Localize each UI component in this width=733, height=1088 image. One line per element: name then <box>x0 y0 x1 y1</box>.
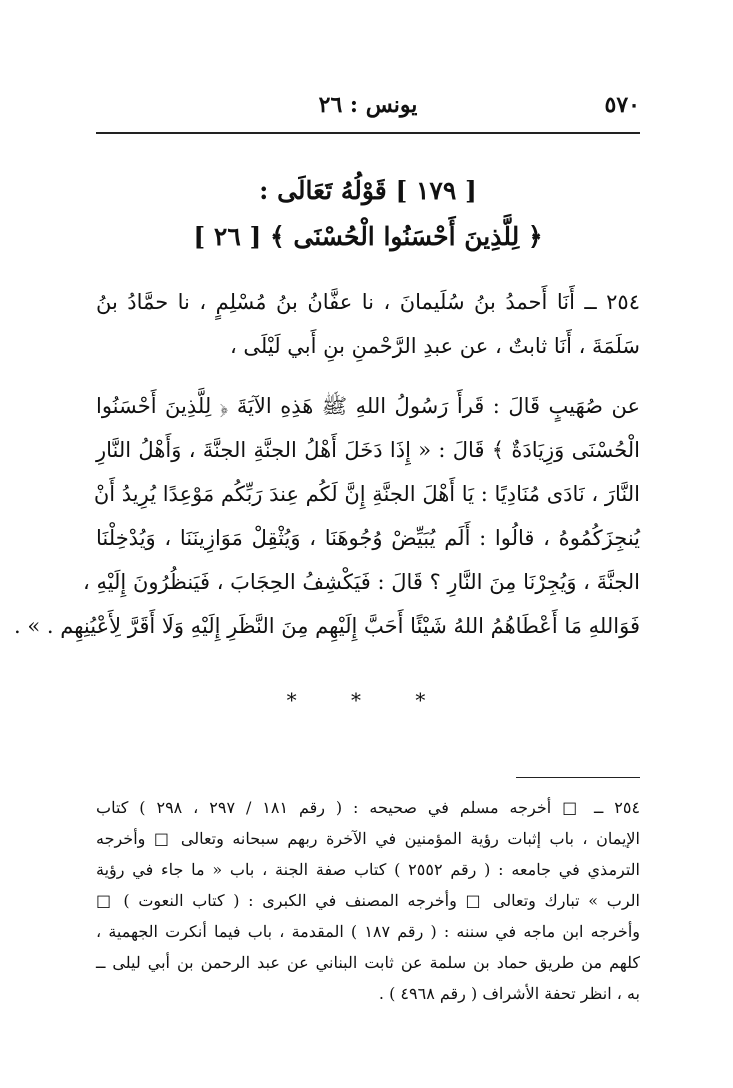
footnote-line: كلهم من طريق حماد بن سلمة عن ثابت البناني عن عبد الرحمن بن أبي ليلى ــ <box>96 953 640 972</box>
footnote-line: الرب » تبارك وتعالى □ وأخرجه المصنف في الكبرى : ( كتاب النعوت ) □ <box>96 891 640 910</box>
text-line: النَّارَ ، نَادَى مُنَادِيًا : يَا أَهْلَ الجنَّةِ إِنَّ لَكُم عِندَ رَبِّكُم مَوْعِدًا يُرِيدُ أَنْ <box>93 482 640 506</box>
quranic-verse-heading: ﴿ لِلَّذِينَ أَحْسَنُوا الْحُسْنَى ﴾ [ ٢٦ ] <box>193 222 543 251</box>
text-line: عن صُهَيبٍ قَالَ : قَرأَ رَسُولُ اللهِ ﷺ هَذِهِ الآيَةَ ﴿ لِلَّذِينَ أَحْسَنُوا <box>96 394 640 418</box>
footnote-line: ٢٥٤ ــ □ أخرجه مسلم في صحيحه : ( رقم ١٨١ / ٢٩٧ ، ٢٩٨ ) كتاب <box>96 798 641 817</box>
footnote-line: الإيمان ، باب إثبات رؤية المؤمنين في الآخرة ربهم سبحانه وتعالى □ وأخرجه <box>96 829 640 848</box>
hadith-matn <box>14 384 640 648</box>
text-line: فَوَاللهِ مَا أَعْطَاهُمُ اللهُ شَيْئًا أَحَبَّ إِلَيْهِم مِنَ النَّظَرِ إِلَيْهِ وَلَا أَقَرَّ لِأَعْيُنِهِم . » . <box>14 614 640 638</box>
text-line: ٢٥٤ ــ أَنَا أَحمدُ بنُ سُلَيمانَ ، نا عفَّانُ بنُ مُسْلِمٍ ، نا حمَّادُ بنُ <box>96 290 640 314</box>
page-number: ٥٧٠ <box>604 92 640 118</box>
text-line: الْحُسْنَى وَزِيَادَةٌ ﴾ قَالَ : « إِذَا دَخَلَ أَهْلُ الجنَّةِ الجنَّةَ ، وَأَهْلُ النَّارِ <box>96 438 640 462</box>
section-separator: * * * <box>286 688 450 712</box>
hadith-isnad <box>96 280 640 368</box>
header-divider <box>96 132 640 134</box>
footnote-line: به ، انظر تحفة الأشراف ( رقم ٤٩٦٨ ) . <box>378 984 640 1003</box>
text-line: يُنجِزَكُمُوهُ ، قالُوا : أَلَم يُبَيِّضْ وُجُوهَنَا ، وَيُثْقِلْ مَوَازِينَنَا ، وَيُدْخِلْنَا <box>96 526 640 550</box>
text-line: سَلَمَةَ ، أَنَا ثابتٌ ، عن عبدِ الرَّحْمنِ بنِ أَبي لَيْلَى ، <box>229 334 640 358</box>
footnote-line: الترمذي في جامعه : ( رقم ٢٥٥٢ ) كتاب صفة الجنة ، باب « ما جاء في رؤية <box>96 860 640 879</box>
page-header <box>96 92 640 126</box>
section-heading <box>96 168 640 260</box>
footnote-divider <box>516 777 640 778</box>
running-title: يونس : ٢٦ <box>318 92 418 118</box>
footnote-line: وأخرجه ابن ماجه في سننه : ( رقم ١٨٧ ) المقدمة ، باب فيما أنكرت الجهمية ، <box>96 922 640 941</box>
section-heading-number: [ ١٧٩ ] قَوْلُهُ تَعَالَى : <box>259 176 477 205</box>
text-line: الجنَّةَ ، وَيُجِرْنَا مِنَ النَّارِ ؟ قَالَ : فَيَكْشِفُ الحِجَابَ ، فَيَنظُرُونَ إِلَيْهِ ، <box>82 570 640 594</box>
footnote <box>96 792 640 1009</box>
